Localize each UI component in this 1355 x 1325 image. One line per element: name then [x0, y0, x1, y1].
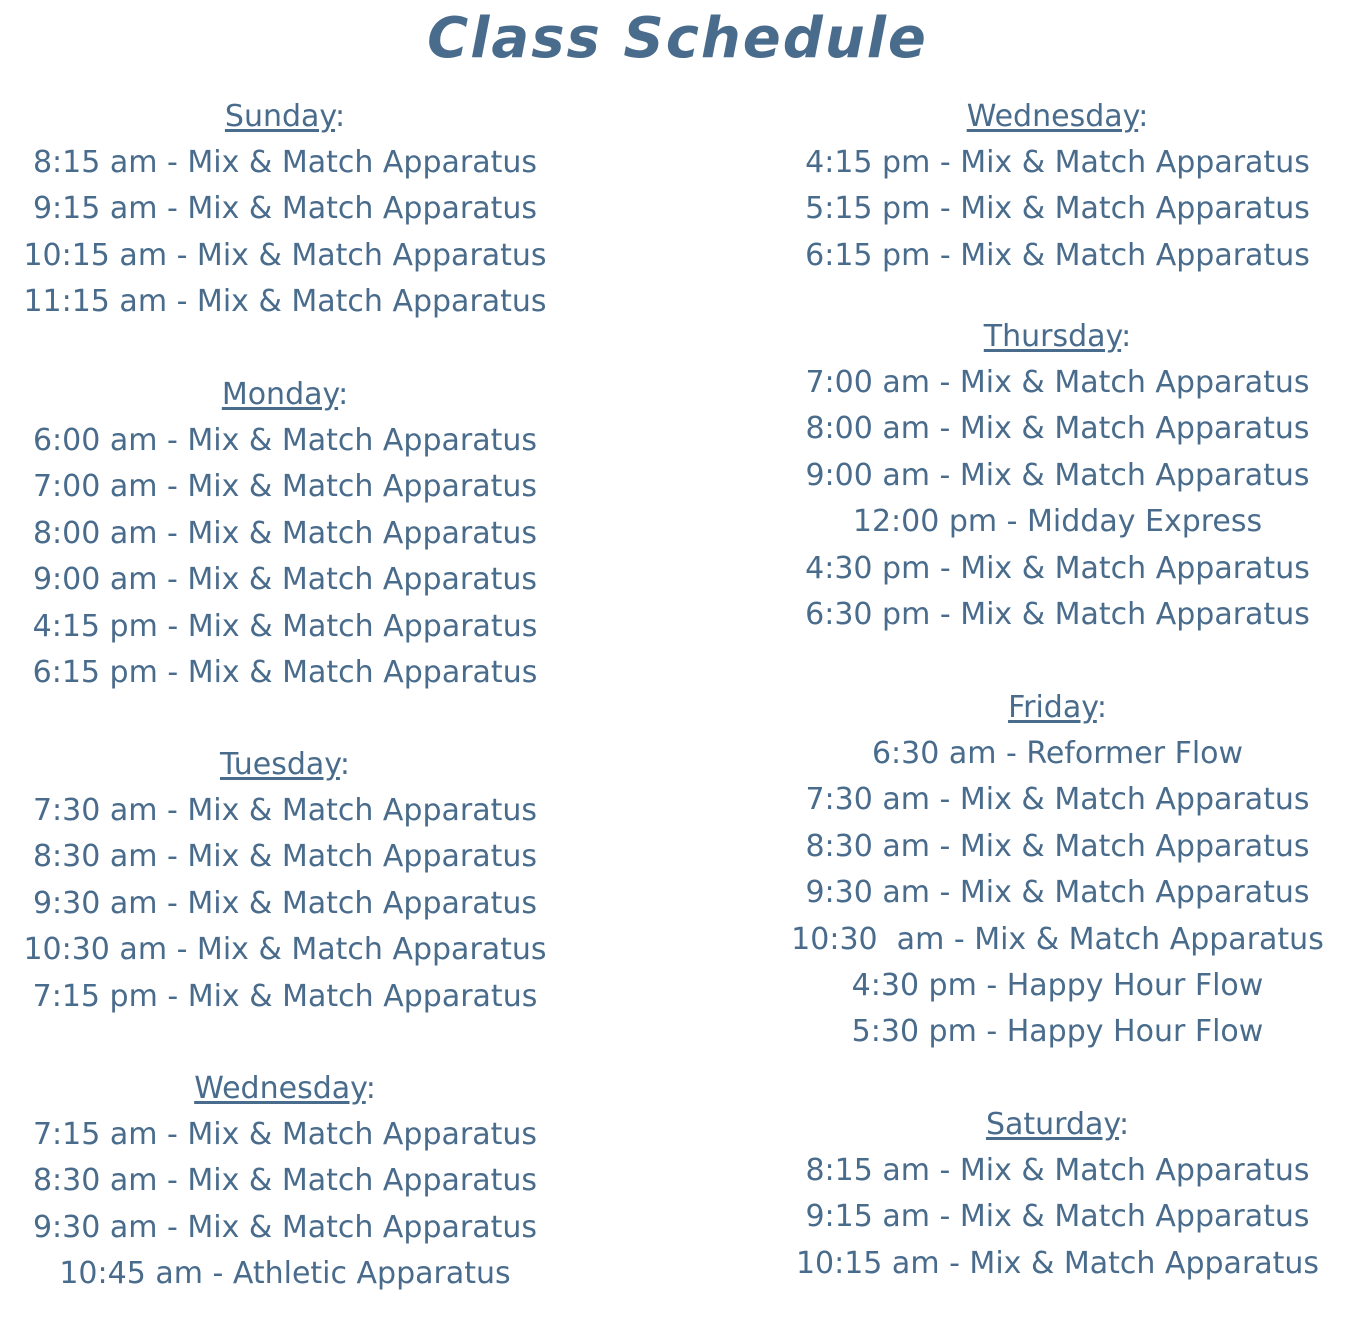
class-entry: 7:00 am - Mix & Match Apparatus [805, 365, 1310, 400]
class-entry: 12:00 pm - Midday Express [852, 504, 1263, 540]
class-entry: 10:15 am - Mix & Match Apparatus [795, 1245, 1320, 1281]
day-block-wednesday [0, 1066, 570, 1298]
class-entry: 9:30 am - Mix & Match Apparatus [32, 885, 538, 921]
day-colon: : [1121, 319, 1132, 354]
class-entry: 6:00 am - Mix & Match Apparatus [32, 423, 538, 458]
day-heading [780, 1102, 1335, 1148]
class-entry: 6:30 am - Reformer Flow [871, 736, 1244, 771]
class-entry: 8:30 am - Mix & Match Apparatus [32, 1163, 538, 1199]
class-entry: 9:00 am - Mix & Match Apparatus [32, 562, 538, 598]
class-entry: 8:15 am - Mix & Match Apparatus [805, 1153, 1310, 1188]
class-entry: 7:15 am - Mix & Match Apparatus [32, 1117, 538, 1152]
class-entry: 6:15 pm - Mix & Match Apparatus [805, 237, 1310, 273]
day-heading [0, 94, 570, 140]
day-block-tuesday [0, 742, 570, 1020]
day-colon: : [334, 99, 346, 134]
class-entry: 4:30 pm - Mix & Match Apparatus [805, 550, 1310, 586]
class-entry: 7:00 am - Mix & Match Apparatus [32, 469, 538, 505]
day-block-friday [780, 685, 1335, 1056]
day-heading [780, 94, 1335, 140]
class-entry: 9:00 am - Mix & Match Apparatus [805, 457, 1310, 493]
class-entry: 6:15 pm - Mix & Match Apparatus [32, 654, 538, 690]
day-block-thursday [780, 314, 1335, 638]
day-colon: : [1096, 690, 1107, 725]
class-entry: 6:30 pm - Mix & Match Apparatus [805, 596, 1310, 632]
class-entry: 10:30 am - Mix & Match Apparatus [23, 932, 547, 968]
class-entry: 4:15 pm - Mix & Match Apparatus [32, 608, 538, 644]
day-name: Saturday [985, 1107, 1119, 1142]
day-heading [780, 685, 1335, 731]
day-block-wednesday [780, 94, 1335, 279]
class-entry: 4:30 pm - Happy Hour Flow [851, 967, 1264, 1003]
day-name: Monday [221, 377, 339, 412]
class-entry: 8:15 am - Mix & Match Apparatus [32, 145, 538, 180]
class-entry: 9:15 am - Mix & Match Apparatus [32, 191, 538, 227]
day-block-sunday [0, 94, 570, 326]
class-entry: 5:15 pm - Mix & Match Apparatus [805, 191, 1310, 227]
day-colon: : [1118, 1107, 1130, 1142]
day-colon: : [338, 377, 349, 412]
class-entry: 7:30 am - Mix & Match Apparatus [32, 793, 538, 828]
page-title: Class Schedule [427, 6, 928, 71]
class-entry: 9:15 am - Mix & Match Apparatus [805, 1199, 1310, 1235]
class-entry: 8:30 am - Mix & Match Apparatus [805, 828, 1310, 864]
day-colon: : [339, 747, 350, 782]
class-entry: 8:00 am - Mix & Match Apparatus [805, 411, 1310, 447]
day-heading [0, 1066, 570, 1112]
class-entry: 4:15 pm - Mix & Match Apparatus [805, 145, 1310, 180]
day-name: Thursday [983, 319, 1122, 354]
class-entry: 5:30 pm - Happy Hour Flow [851, 1014, 1264, 1050]
day-name: Wednesday [966, 99, 1139, 134]
day-heading [0, 372, 570, 418]
day-name: Wednesday [194, 1071, 366, 1106]
day-colon: : [1138, 99, 1149, 134]
day-colon: : [365, 1071, 376, 1106]
day-block-saturday [780, 1102, 1335, 1287]
class-entry: 10:30 am - Mix & Match Apparatus [791, 921, 1324, 957]
day-name: Friday [1008, 690, 1097, 725]
day-name: Tuesday [220, 747, 340, 782]
class-entry: 7:30 am - Mix & Match Apparatus [805, 782, 1310, 818]
day-heading [0, 742, 570, 788]
class-entry: 8:30 am - Mix & Match Apparatus [32, 839, 538, 875]
class-entry: 9:30 am - Mix & Match Apparatus [805, 875, 1310, 911]
class-entry: 10:15 am - Mix & Match Apparatus [23, 237, 547, 273]
day-heading [780, 314, 1335, 360]
day-name: Sunday [224, 99, 335, 134]
class-entry: 7:15 pm - Mix & Match Apparatus [32, 978, 538, 1014]
day-block-monday [0, 372, 570, 696]
class-entry: 10:45 am - Athletic Apparatus [59, 1256, 511, 1292]
class-entry: 11:15 am - Mix & Match Apparatus [23, 284, 547, 320]
class-entry: 8:00 am - Mix & Match Apparatus [32, 515, 538, 551]
class-entry: 9:30 am - Mix & Match Apparatus [32, 1209, 538, 1245]
